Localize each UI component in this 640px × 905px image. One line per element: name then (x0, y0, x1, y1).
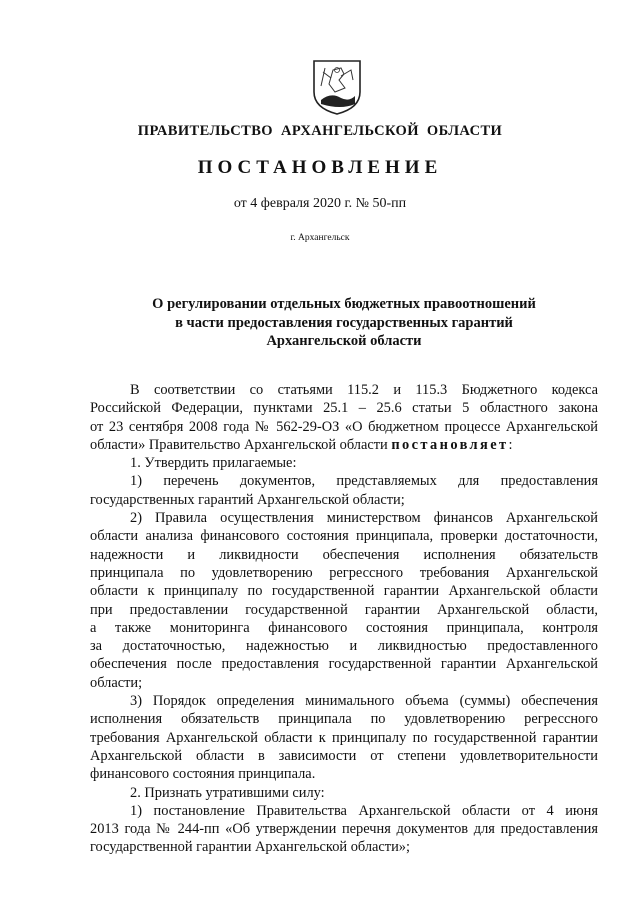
body-line: 2) Правила осуществления министерством финансов Архангельской (130, 510, 598, 527)
body-line: обеспечения после предоставления государственной гарантии Архангельской (90, 656, 598, 673)
body-line: финансового состояния принципала. (90, 766, 316, 783)
date-and-number: от 4 февраля 2020 г. № 50-пп (233, 196, 407, 211)
body-line: Архангельской области в зависимости от степени удовлетворительности (90, 747, 598, 764)
body-line (90, 436, 598, 454)
document-type: ПОСТАНОВЛЕНИЕ (197, 157, 443, 178)
body-line: при предоставлении государственной гарантии Архангельской области, (90, 601, 598, 618)
title-line: О регулировании отдельных бюджетных правоотношений (152, 296, 536, 312)
body-line: области; (90, 674, 143, 691)
coat-of-arms-emblem (311, 58, 363, 116)
body-line: области анализа финансового состояния принципала, проверки достаточности, (90, 528, 598, 545)
body-line: надежности и ликвидности обеспечения исполнения обязательств (90, 546, 598, 563)
body-line: 1) постановление Правительства Архангельской области от 4 июня (130, 802, 598, 819)
body-line: 2013 года № 244-пп «Об утверждении перечня документов для предоставления (90, 821, 598, 838)
body-line: области к принципалу по государственной гарантии Архангельской области (90, 583, 598, 600)
city: г. Архангельск (290, 233, 350, 243)
body-line: 2. Признать утратившими силу: (130, 784, 325, 801)
body-line-text: области» Правительство Архангельской области (90, 436, 392, 453)
body-line: от 23 сентября 2008 года № 562-29-ОЗ «О бюджетном процессе Архангельской (90, 418, 598, 435)
body-line: государственной гарантии Архангельской области»; (90, 839, 410, 856)
title-line: в части предоставления государственных гарантий (175, 314, 513, 331)
body-line: Российской Федерации, пунктами 25.1 – 25.6 статьи 5 областного закона (90, 400, 598, 417)
body-line: 1) перечень документов, представляемых для предоставления (130, 473, 598, 490)
body-line: государственных гарантий Архангельской области; (90, 491, 405, 508)
colon: : (508, 436, 513, 453)
body-line: исполнения обязательств принципала по удовлетворению регрессного (90, 711, 598, 728)
government-name: ПРАВИТЕЛЬСТВО АРХАНГЕЛЬСКОЙ ОБЛАСТИ (137, 123, 503, 139)
body-line: а также мониторинга финансового состояния принципала, контроля (90, 619, 598, 636)
body-line: 1. Утвердить прилагаемые: (130, 455, 297, 472)
body-line: В соответствии со статьями 115.2 и 115.3 Бюджетного кодекса (130, 382, 598, 398)
body-line: 3) Порядок определения минимального объема (суммы) обеспечения (130, 693, 598, 710)
resolves-word: постановляет (391, 436, 509, 453)
body-line: принципала по удовлетворению регрессного требования Архангельской (90, 564, 598, 581)
title-line: Архангельской области (266, 333, 422, 349)
document-body (90, 381, 598, 857)
document-title (90, 295, 598, 351)
body-line: за достаточностью, надежностью и ликвидностью предоставленного (90, 638, 598, 655)
body-line: требования Архангельской области к принципалу по государственной гарантии (90, 729, 598, 746)
